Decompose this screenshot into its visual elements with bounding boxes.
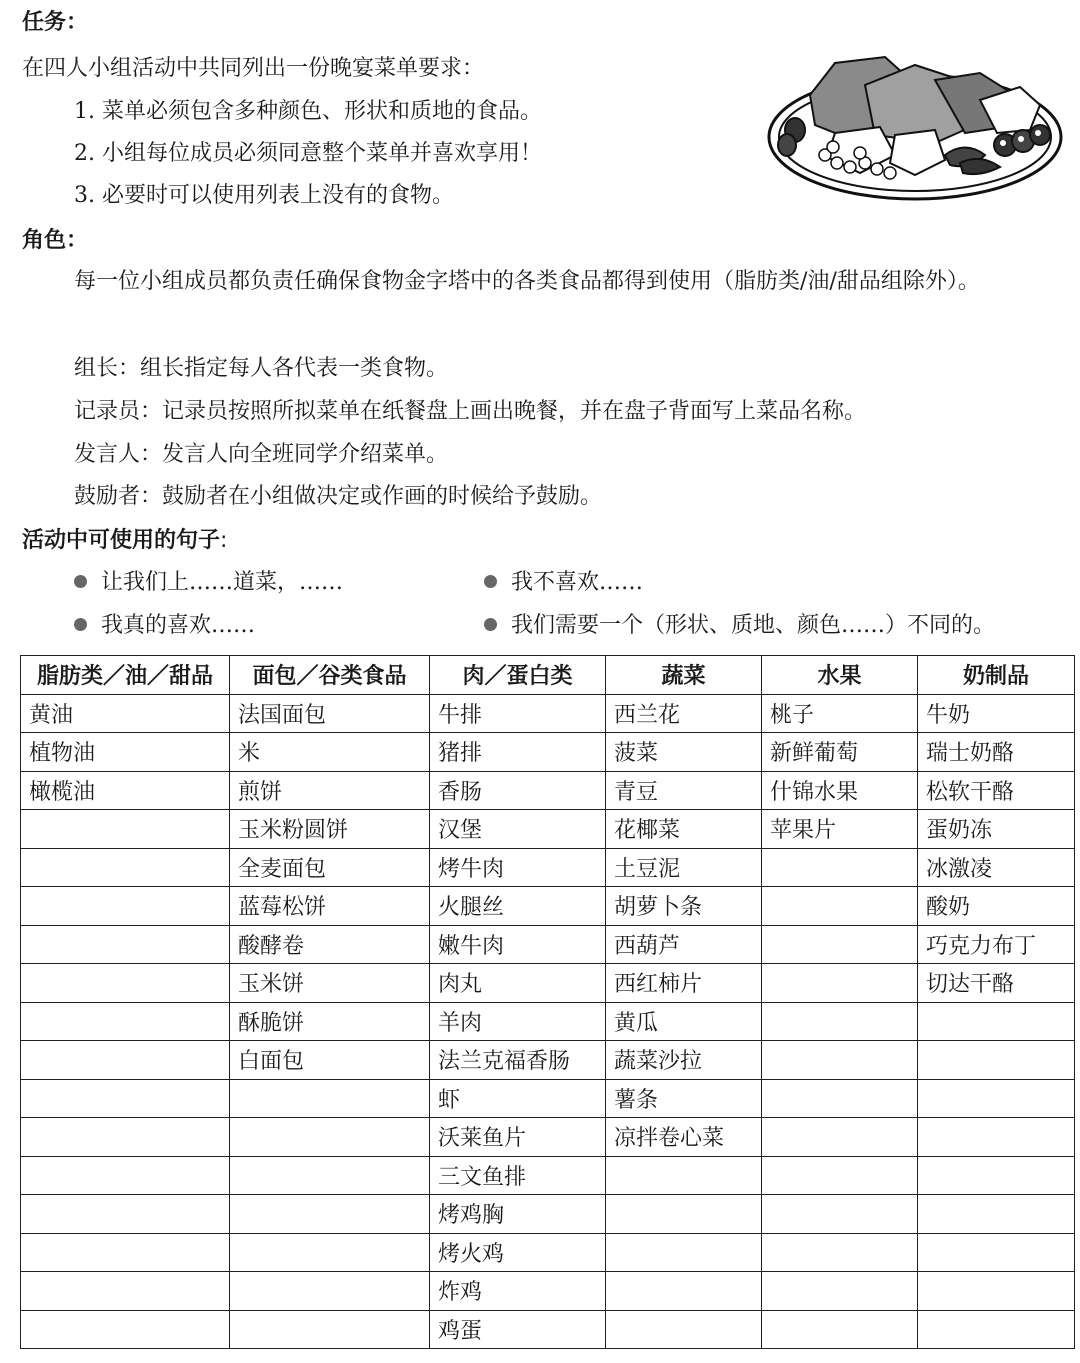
table-cell: 嫩牛肉 — [430, 925, 606, 964]
food-table — [20, 655, 1075, 1349]
table-cell — [918, 1079, 1075, 1118]
table-row — [21, 1310, 1075, 1349]
table-cell — [762, 1156, 918, 1195]
table-cell — [762, 1118, 918, 1157]
table-cell: 沃莱鱼片 — [430, 1118, 606, 1157]
bullet-icon — [484, 618, 497, 631]
table-cell: 玉米粉圆饼 — [230, 810, 430, 849]
table-cell: 肉丸 — [430, 964, 606, 1003]
table-cell: 酥脆饼 — [230, 1002, 430, 1041]
table-cell: 法国面包 — [230, 694, 430, 733]
table-cell: 酸酵卷 — [230, 925, 430, 964]
table-cell: 烤鸡胸 — [430, 1195, 606, 1234]
table-row — [21, 771, 1075, 810]
table-cell — [230, 1195, 430, 1234]
table-cell: 土豆泥 — [606, 848, 762, 887]
table-row — [21, 1272, 1075, 1311]
table-cell — [762, 1079, 918, 1118]
table-row — [21, 1041, 1075, 1080]
role-recorder: 记录员：记录员按照所拟菜单在纸餐盘上画出晚餐，并在盘子背面写上菜品名称。 — [74, 399, 867, 424]
table-cell: 全麦面包 — [230, 848, 430, 887]
table-cell: 新鲜葡萄 — [762, 733, 918, 772]
table-cell: 三文鱼排 — [430, 1156, 606, 1195]
table-cell: 切达干酪 — [918, 964, 1075, 1003]
table-cell: 西红柿片 — [606, 964, 762, 1003]
table-cell — [918, 1310, 1075, 1349]
table-cell: 蛋奶冻 — [918, 810, 1075, 849]
table-cell — [762, 848, 918, 887]
table-row — [21, 733, 1075, 772]
roles-paragraph: 每一位小组成员都负责任确保食物金字塔中的各类食品都得到使用（脂肪类/油/甜品组除外）。 — [74, 269, 980, 294]
table-cell: 酸奶 — [918, 887, 1075, 926]
table-cell: 松软干酪 — [918, 771, 1075, 810]
role-encourager: 鼓励者：鼓励者在小组做决定或作画的时候给予鼓励。 — [74, 484, 603, 509]
table-cell — [762, 887, 918, 926]
table-cell — [762, 1195, 918, 1234]
table-cell — [21, 1310, 230, 1349]
table-cell: 牛排 — [430, 694, 606, 733]
task-item-1: 1. 菜单必须包含多种颜色、形状和质地的食品。 — [74, 99, 542, 124]
table-cell: 桃子 — [762, 694, 918, 733]
table-row — [21, 1156, 1075, 1195]
table-cell: 橄榄油 — [21, 771, 230, 810]
column-header: 面包／谷类食品 — [230, 656, 430, 695]
table-cell — [606, 1195, 762, 1234]
table-cell — [21, 1079, 230, 1118]
table-cell — [918, 1195, 1075, 1234]
table-row — [21, 887, 1075, 926]
table-cell — [762, 1233, 918, 1272]
table-cell — [918, 1002, 1075, 1041]
table-cell: 炸鸡 — [430, 1272, 606, 1311]
table-cell: 煎饼 — [230, 771, 430, 810]
table-cell: 猪排 — [430, 733, 606, 772]
table-cell: 菠菜 — [606, 733, 762, 772]
table-cell — [21, 810, 230, 849]
sentences-heading: 活动中可使用的句子: — [22, 528, 228, 553]
table-cell — [762, 1041, 918, 1080]
table-row — [21, 694, 1075, 733]
table-cell: 汉堡 — [430, 810, 606, 849]
table-cell — [21, 1118, 230, 1157]
table-cell — [606, 1233, 762, 1272]
table-row — [21, 848, 1075, 887]
table-cell: 白面包 — [230, 1041, 430, 1080]
task-item-2: 2. 小组每位成员必须同意整个菜单并喜欢享用！ — [74, 141, 542, 166]
task-intro: 在四人小组活动中共同列出一份晚宴菜单要求： — [22, 56, 485, 81]
table-cell — [21, 964, 230, 1003]
table-row — [21, 1118, 1075, 1157]
table-cell — [230, 1233, 430, 1272]
table-row — [21, 964, 1075, 1003]
table-cell — [918, 1233, 1075, 1272]
task-heading: 任务： — [22, 10, 89, 35]
table-row — [21, 1233, 1075, 1272]
table-cell: 苹果片 — [762, 810, 918, 849]
table-cell: 黄瓜 — [606, 1002, 762, 1041]
sentence-item: 我不喜欢…… — [484, 568, 643, 598]
table-cell — [762, 1002, 918, 1041]
table-cell — [606, 1156, 762, 1195]
dinner-plate-illustration — [765, 45, 1065, 205]
table-cell: 植物油 — [21, 733, 230, 772]
table-row — [21, 925, 1075, 964]
table-cell — [21, 848, 230, 887]
table-cell: 薯条 — [606, 1079, 762, 1118]
table-cell — [21, 1195, 230, 1234]
table-cell: 什锦水果 — [762, 771, 918, 810]
table-cell — [230, 1156, 430, 1195]
table-cell: 烤牛肉 — [430, 848, 606, 887]
table-cell — [230, 1272, 430, 1311]
table-cell: 黄油 — [21, 694, 230, 733]
table-cell: 凉拌卷心菜 — [606, 1118, 762, 1157]
table-cell — [21, 1156, 230, 1195]
table-cell: 西葫芦 — [606, 925, 762, 964]
table-cell: 蔬菜沙拉 — [606, 1041, 762, 1080]
table-cell — [21, 925, 230, 964]
table-header-row — [21, 656, 1075, 695]
sentence-item: 我真的喜欢…… — [74, 611, 255, 641]
bullet-icon — [484, 575, 497, 588]
table-cell — [918, 1118, 1075, 1157]
table-cell — [762, 925, 918, 964]
table-cell — [918, 1041, 1075, 1080]
table-cell: 法兰克福香肠 — [430, 1041, 606, 1080]
table-row — [21, 810, 1075, 849]
sentence-item: 我们需要一个（形状、质地、颜色……）不同的。 — [484, 611, 995, 641]
table-cell — [230, 1310, 430, 1349]
table-cell — [606, 1310, 762, 1349]
table-cell: 蓝莓松饼 — [230, 887, 430, 926]
table-cell: 巧克力布丁 — [918, 925, 1075, 964]
table-cell: 米 — [230, 733, 430, 772]
table-cell: 花椰菜 — [606, 810, 762, 849]
column-header: 水果 — [762, 656, 918, 695]
table-cell: 羊肉 — [430, 1002, 606, 1041]
table-cell: 瑞士奶酪 — [918, 733, 1075, 772]
table-cell: 玉米饼 — [230, 964, 430, 1003]
table-row — [21, 1079, 1075, 1118]
task-item-3: 3. 必要时可以使用列表上没有的食物。 — [74, 183, 454, 208]
table-cell: 西兰花 — [606, 694, 762, 733]
table-cell: 胡萝卜条 — [606, 887, 762, 926]
table-cell — [230, 1118, 430, 1157]
table-cell: 鸡蛋 — [430, 1310, 606, 1349]
table-cell — [606, 1272, 762, 1311]
bullet-icon — [74, 575, 87, 588]
table-cell — [918, 1156, 1075, 1195]
table-cell: 烤火鸡 — [430, 1233, 606, 1272]
table-cell — [762, 1272, 918, 1311]
table-cell — [21, 1002, 230, 1041]
table-row — [21, 1195, 1075, 1234]
table-cell — [21, 1233, 230, 1272]
table-cell — [762, 964, 918, 1003]
column-header: 奶制品 — [918, 656, 1075, 695]
table-cell — [762, 1310, 918, 1349]
sentence-item: 让我们上……道菜，…… — [74, 568, 343, 598]
table-cell — [230, 1079, 430, 1118]
bullet-icon — [74, 618, 87, 631]
table-cell: 火腿丝 — [430, 887, 606, 926]
table-cell: 牛奶 — [918, 694, 1075, 733]
role-speaker: 发言人：发言人向全班同学介绍菜单。 — [74, 442, 449, 467]
table-cell — [21, 887, 230, 926]
table-row — [21, 1002, 1075, 1041]
column-header: 脂肪类／油／甜品 — [21, 656, 230, 695]
table-cell: 冰激凌 — [918, 848, 1075, 887]
table-cell — [21, 1041, 230, 1080]
table-cell: 虾 — [430, 1079, 606, 1118]
table-cell — [21, 1272, 230, 1311]
table-cell: 香肠 — [430, 771, 606, 810]
table-cell: 青豆 — [606, 771, 762, 810]
role-leader: 组长：组长指定每人各代表一类食物。 — [74, 356, 449, 381]
table-cell — [918, 1272, 1075, 1311]
column-header: 肉／蛋白类 — [430, 656, 606, 695]
roles-heading: 角色： — [22, 228, 89, 253]
column-header: 蔬菜 — [606, 656, 762, 695]
